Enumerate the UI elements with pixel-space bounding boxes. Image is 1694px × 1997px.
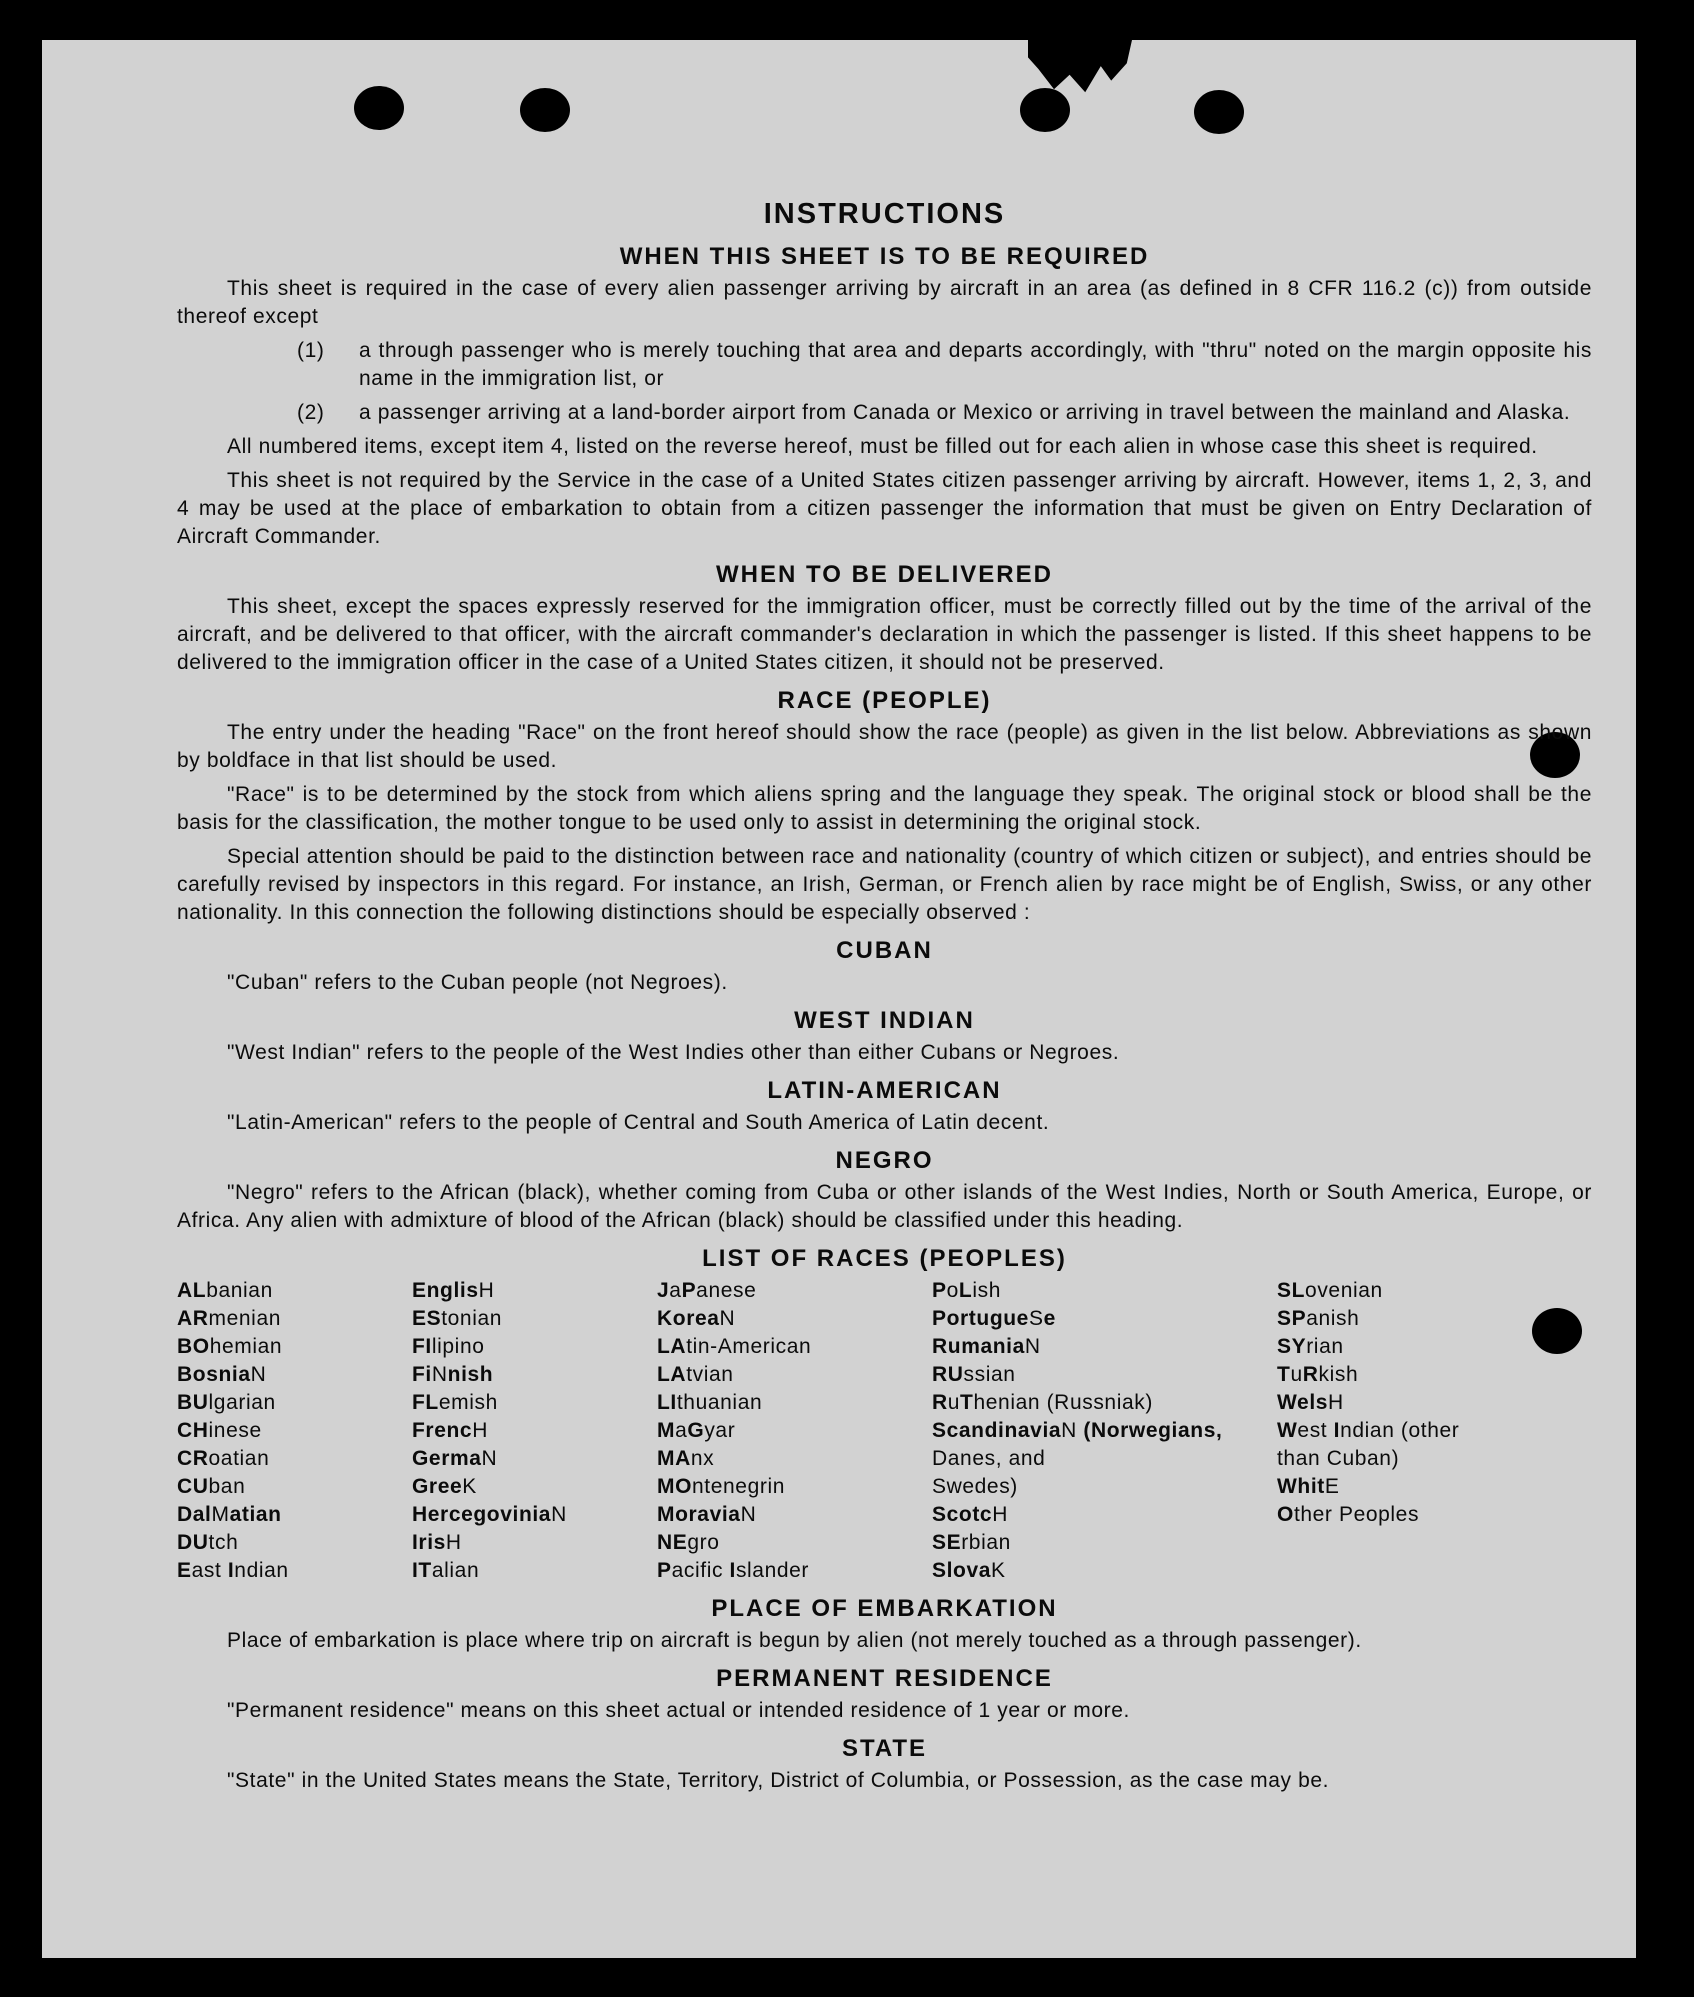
race-entry: WelsH [1277, 1391, 1344, 1414]
instructions-body [177, 160, 1592, 1801]
race-entry: West Indian (other [1277, 1419, 1460, 1442]
paragraph-required-2: All numbered items, except item 4, listed on the reverse hereof, must be filled out for each alien in whose case this sheet is required. [227, 435, 1538, 458]
section-heading-cuban: CUBAN [836, 937, 933, 964]
paragraph-required-1: This sheet is required in the case of every alien passenger arriving by aircraft in an area (as defined in 8 CFR 116.2 (c)) from outside thereof except [177, 277, 1592, 328]
section-heading-delivered: WHEN TO BE DELIVERED [716, 561, 1053, 588]
races-column-2 [412, 1277, 657, 1585]
race-entry: RumaniaN [932, 1335, 1041, 1358]
race-entry: CUban [177, 1475, 246, 1498]
race-entry: SPanish [1277, 1307, 1360, 1330]
race-entry: DUtch [177, 1531, 239, 1554]
race-entry: MOntenegrin [657, 1475, 785, 1498]
races-column-3 [657, 1277, 932, 1585]
race-entry: Other Peoples [1277, 1503, 1420, 1526]
race-entry: MoraviaN [657, 1503, 757, 1526]
punch-hole [520, 88, 570, 132]
paragraph-required-3: This sheet is not required by the Service in the case of a United States citizen passenger arriving by aircraft. However, items 1, 2, 3, and 4 may be used at the place of embarkation to obtain from a citizen passenger the information that must be given on Entry Declaration of Aircraft Commander. [177, 469, 1592, 548]
paragraph-west-indian: "West Indian" refers to the people of the West Indies other than either Cubans or Negroes. [227, 1041, 1120, 1064]
race-entry: Pacific Islander [657, 1559, 810, 1582]
race-entry: GermaN [412, 1447, 498, 1470]
section-heading-negro: NEGRO [835, 1147, 934, 1174]
race-entry: than Cuban) [1277, 1447, 1400, 1470]
section-heading-latin-american: LATIN-AMERICAN [767, 1077, 1002, 1104]
section-heading-list-of-races: LIST OF RACES (PEOPLES) [702, 1245, 1067, 1272]
section-heading-residence: PERMANENT RESIDENCE [716, 1665, 1053, 1692]
race-entry: ARmenian [177, 1307, 282, 1330]
paragraph-race-2: "Race" is to be determined by the stock from which aliens spring and the language they speak. The original stock or blood shall be the basis for the classification, the mother tongue to be used only to assist in determining the original stock. [177, 783, 1592, 834]
race-entry: ALbanian [177, 1279, 273, 1302]
race-entry: Swedes) [932, 1475, 1018, 1498]
races-column-5 [1277, 1277, 1537, 1585]
punch-hole [1194, 90, 1244, 134]
race-entry: MaGyar [657, 1419, 736, 1442]
race-entry: SlovaK [932, 1559, 1006, 1582]
race-entry: ITalian [412, 1559, 480, 1582]
paragraph-cuban: "Cuban" refers to the Cuban people (not Negroes). [227, 971, 728, 994]
race-entry: Danes, and [932, 1447, 1046, 1470]
race-entry: PoLish [932, 1279, 1001, 1302]
race-entry: IrisH [412, 1531, 462, 1554]
paragraph-residence: "Permanent residence" means on this sheet actual or intended residence of 1 year or more. [227, 1699, 1130, 1722]
race-entry: BosniaN [177, 1363, 267, 1386]
paragraph-embarkation: Place of embarkation is place where trip on aircraft is begun by alien (not merely touched as a through passenger). [227, 1629, 1362, 1652]
section-heading-west-indian: WEST INDIAN [794, 1007, 975, 1034]
race-entry: SErbian [932, 1531, 1011, 1554]
paragraph-delivered: This sheet, except the spaces expressly reserved for the immigration officer, must be correctly filled out by the time of the arrival of the aircraft, and be delivered to that officer, with the aircraft commander's declaration in which the passenger is listed. If this sheet happens to be delivered to the immigration officer in the case of a United States citizen, it should not be preserved. [177, 595, 1592, 674]
race-entry: DalMatian [177, 1503, 282, 1526]
race-entry: EStonian [412, 1307, 503, 1330]
race-entry: LAtin-American [657, 1335, 812, 1358]
race-entry: East Indian [177, 1559, 289, 1582]
race-entry: JaPanese [657, 1279, 757, 1302]
race-entry: ScotcH [932, 1503, 1008, 1526]
race-entry: RuThenian (Russniak) [932, 1391, 1153, 1414]
paragraph-negro: "Negro" refers to the African (black), whether coming from Cuba or other islands of the West Indies, North or South America, Europe, or Africa. Any alien with admixture of blood of the African (black) should be classified under this heading. [177, 1181, 1592, 1232]
paragraph-race-1: The entry under the heading "Race" on the front hereof should show the race (people) as given in the list below. Abbreviations as shown by boldface in that list should be used. [177, 721, 1592, 772]
race-entry: FIlipino [412, 1335, 485, 1358]
race-entry: TuRkish [1277, 1363, 1359, 1386]
race-entry: SLovenian [1277, 1279, 1383, 1302]
section-heading-required: WHEN THIS SHEET IS TO BE REQUIRED [619, 243, 1150, 270]
race-entry: HercegoviniaN [412, 1503, 567, 1526]
punch-hole [354, 86, 404, 130]
race-entry: RUssian [932, 1363, 1016, 1386]
race-entry: ScandinaviaN (Norwegians, [932, 1419, 1223, 1442]
page-title: INSTRUCTIONS [763, 198, 1006, 230]
section-heading-embarkation: PLACE OF EMBARKATION [711, 1595, 1058, 1622]
paragraph-race-3: Special attention should be paid to the distinction between race and nationality (country of which citizen or subject), and entries should be carefully revised by inspectors in this regard. For instance, an Irish, German, or French alien by race might be of English, Swiss, or any other nationality. In this connection the following distinctions should be especially observed : [177, 845, 1592, 924]
races-column-1 [177, 1277, 412, 1585]
exception-item: (1) a through passenger who is merely touching that area and departs accordingly, with "thru" noted on the margin opposite his name in the immigration list, or [297, 339, 1592, 390]
race-entry: PortugueSe [932, 1307, 1056, 1330]
race-entry: LIthuanian [657, 1391, 763, 1414]
section-heading-race: RACE (PEOPLE) [777, 687, 992, 714]
race-entry: GreeK [412, 1475, 477, 1498]
paragraph-latin-american: "Latin-American" refers to the people of Central and South America of Latin decent. [227, 1111, 1050, 1134]
race-entry: KoreaN [657, 1307, 736, 1330]
race-entry: BUlgarian [177, 1391, 276, 1414]
races-column-4 [932, 1277, 1277, 1585]
race-entry: LAtvian [657, 1363, 734, 1386]
race-entry: FLemish [412, 1391, 498, 1414]
races-list [177, 1277, 1592, 1585]
race-entry: WhitE [1277, 1475, 1340, 1498]
race-entry: FiNnish [412, 1363, 494, 1386]
document-sheet [42, 40, 1636, 1958]
section-heading-state: STATE [841, 1735, 928, 1762]
punch-hole [1020, 88, 1070, 132]
race-entry: FrencH [412, 1419, 488, 1442]
race-entry: SYrian [1277, 1335, 1344, 1358]
race-entry: CHinese [177, 1419, 262, 1442]
paragraph-state: "State" in the United States means the State, Territory, District of Columbia, or Possession, as the case may be. [227, 1769, 1330, 1792]
race-entry: MAnx [657, 1447, 715, 1470]
race-entry: EnglisH [412, 1279, 495, 1302]
race-entry: BOhemian [177, 1335, 283, 1358]
race-entry: CRoatian [177, 1447, 270, 1470]
race-entry: NEgro [657, 1531, 720, 1554]
exception-item: (2) a passenger arriving at a land-border airport from Canada or Mexico or arriving in travel between the mainland and Alaska. [297, 401, 1571, 424]
